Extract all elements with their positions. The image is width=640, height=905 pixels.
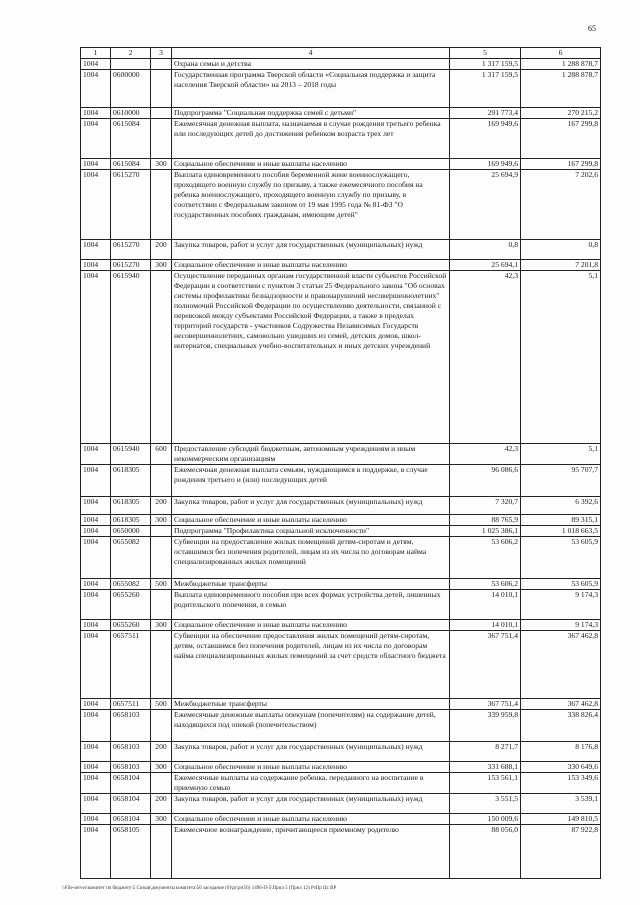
expense-type-code-cell [151, 526, 172, 537]
table-row [81, 515, 601, 526]
section-code-cell: 1004 [81, 537, 111, 579]
expense-type-code-cell: 500 [151, 699, 172, 710]
target-code-cell: 0657511 [111, 631, 151, 699]
amount-actual-cell: 95 707,7 [521, 465, 601, 497]
section-code-cell: 1004 [81, 762, 111, 773]
section-code-cell: 1004 [81, 159, 111, 170]
target-code-cell: 0610000 [111, 108, 151, 119]
budget-table [80, 47, 601, 879]
expense-type-code-cell: 600 [151, 444, 172, 465]
description-cell: Социальное обеспечение и иные выплаты населению [172, 814, 450, 825]
amount-plan-cell: 88 765,9 [450, 515, 521, 526]
table-row [81, 444, 601, 465]
expense-type-code-cell [151, 70, 172, 108]
expense-type-code-cell: 200 [151, 742, 172, 762]
amount-actual-cell: 367 462,8 [521, 699, 601, 710]
description-cell: Ежемесячная денежная выплата, назначаемая в случае рождения третьего ребенка или последующих детей до достижения ребенком возраста трех лет [172, 119, 450, 159]
table-row [81, 119, 601, 159]
expense-type-code-cell: 300 [151, 260, 172, 271]
amount-actual-cell: 0,8 [521, 240, 601, 260]
amount-plan-cell: 153 561,1 [450, 773, 521, 794]
section-code-cell: 1004 [81, 465, 111, 497]
expense-type-code-cell: 300 [151, 814, 172, 825]
target-code-cell: 0658104 [111, 794, 151, 814]
description-cell: Социальное обеспечение и иные выплаты населению [172, 159, 450, 170]
amount-plan-cell: 1 025 386,1 [450, 526, 521, 537]
target-code-cell: 0657511 [111, 699, 151, 710]
amount-actual-cell: 6 392,6 [521, 497, 601, 515]
description-cell: Закупка товаров, работ и услуг для государственных (муниципальных) нужд [172, 497, 450, 515]
amount-actual-cell: 5,1 [521, 271, 601, 444]
expense-type-code-cell [151, 59, 172, 70]
table-row [81, 699, 601, 710]
expense-type-code-cell: 300 [151, 515, 172, 526]
description-cell: Охрана семьи и детства [172, 59, 450, 70]
amount-actual-cell: 270 215,2 [521, 108, 601, 119]
expense-type-code-cell [151, 537, 172, 579]
section-code-cell: 1004 [81, 170, 111, 240]
amount-plan-cell: 339 959,8 [450, 710, 521, 742]
expense-type-code-cell [151, 170, 172, 240]
table-row [81, 762, 601, 773]
expense-type-code-cell: 300 [151, 620, 172, 631]
table-row [81, 240, 601, 260]
amount-plan-cell: 42,3 [450, 444, 521, 465]
description-cell: Межбюджетные трансферты [172, 699, 450, 710]
description-cell: Социальное обеспечение и иные выплаты населению [172, 515, 450, 526]
description-cell: Закупка товаров, работ и услуг для государственных (муниципальных) нужд [172, 742, 450, 762]
expense-type-code-cell: 200 [151, 240, 172, 260]
header-cell: 5 [450, 48, 521, 59]
expense-type-code-cell [151, 271, 172, 444]
expense-type-code-cell [151, 108, 172, 119]
amount-plan-cell: 0,8 [450, 240, 521, 260]
description-cell: Выплата единовременного пособия беременной жене военнослужащего, проходящего военную службу по призыву, а также ежемесячного пособия на ребенка военнослужащего, проходящего военную службу по призыву, в соответствии с Федеральным законом от 19 мая 1995 года № 81-ФЗ "О государственных пособиях гражданам, имеющим детей" [172, 170, 450, 240]
section-code-cell: 1004 [81, 526, 111, 537]
header-cell: 6 [521, 48, 601, 59]
amount-actual-cell: 167 299,8 [521, 119, 601, 159]
section-code-cell: 1004 [81, 70, 111, 108]
amount-plan-cell: 331 688,1 [450, 762, 521, 773]
target-code-cell: 0658104 [111, 773, 151, 794]
amount-plan-cell: 8 271,7 [450, 742, 521, 762]
table-row [81, 590, 601, 620]
target-code-cell: 0658103 [111, 742, 151, 762]
target-code-cell: 0615940 [111, 271, 151, 444]
section-code-cell: 1004 [81, 260, 111, 271]
expense-type-code-cell: 300 [151, 159, 172, 170]
table-row [81, 794, 601, 814]
amount-plan-cell: 25 694,9 [450, 170, 521, 240]
expense-type-code-cell: 200 [151, 497, 172, 515]
expense-type-code-cell: 300 [151, 762, 172, 773]
amount-plan-cell: 1 317 159,5 [450, 70, 521, 108]
section-code-cell: 1004 [81, 814, 111, 825]
description-cell: Предоставление субсидий бюджетным, автономным учреждениям и иным некоммерческим организациям [172, 444, 450, 465]
amount-actual-cell: 153 349,6 [521, 773, 601, 794]
target-code-cell: 0600000 [111, 70, 151, 108]
target-code-cell: 0658105 [111, 825, 151, 879]
amount-plan-cell: 169 949,6 [450, 159, 521, 170]
header-cell: 4 [172, 48, 450, 59]
table-row [81, 579, 601, 590]
table-row [81, 260, 601, 271]
section-code-cell: 1004 [81, 579, 111, 590]
section-code-cell: 1004 [81, 59, 111, 70]
section-code-cell: 1004 [81, 631, 111, 699]
amount-actual-cell: 9 174,3 [521, 620, 601, 631]
description-cell: Выплата единовременного пособия при всех формах устройства детей, лишенных родительского попечения, в семью [172, 590, 450, 620]
table-row [81, 271, 601, 444]
description-cell: Осуществление переданных органам государственной власти субъектов Российской Федерации в соответствии с пунктом 3 статьи 25 Федерального закона "Об основах системы профилактики безнадзорности и правонарушений несовершеннолетних" полномочий Российской Федерации по осуществлению деятельности, связанной с перевозкой между субъектами Российской Федерации, а также в пределах территорий государств - участников Содружества Независимых Государств несовершеннолетних, самовольно ушедших из семей, детских домов, школ-интернатов, специальных учебно-воспитательных и иных детских учреждений [172, 271, 450, 444]
section-code-cell: 1004 [81, 590, 111, 620]
table-row [81, 497, 601, 515]
amount-actual-cell: 53 605,9 [521, 537, 601, 579]
section-code-cell: 1004 [81, 794, 111, 814]
amount-plan-cell: 367 751,4 [450, 699, 521, 710]
target-code-cell: 0658103 [111, 710, 151, 742]
description-cell: Межбюджетные трансферты [172, 579, 450, 590]
table-row [81, 825, 601, 879]
target-code-cell: 0615270 [111, 240, 151, 260]
table-row [81, 70, 601, 108]
amount-actual-cell: 330 649,6 [521, 762, 601, 773]
section-code-cell: 1004 [81, 773, 111, 794]
amount-plan-cell: 96 086,6 [450, 465, 521, 497]
amount-actual-cell: 1 018 663,5 [521, 526, 601, 537]
section-code-cell: 1004 [81, 119, 111, 159]
amount-actual-cell: 167 299,8 [521, 159, 601, 170]
description-cell: Социальное обеспечение и иные выплаты населению [172, 620, 450, 631]
header-cell: 2 [111, 48, 151, 59]
amount-actual-cell: 367 462,8 [521, 631, 601, 699]
table-row [81, 710, 601, 742]
section-code-cell: 1004 [81, 825, 111, 879]
amount-actual-cell: 7 202,6 [521, 170, 601, 240]
amount-plan-cell: 42,3 [450, 271, 521, 444]
expense-type-code-cell [151, 465, 172, 497]
amount-plan-cell: 1 317 159,5 [450, 59, 521, 70]
amount-plan-cell: 14 010,1 [450, 590, 521, 620]
expense-type-code-cell [151, 590, 172, 620]
table-row [81, 620, 601, 631]
amount-actual-cell: 89 315,1 [521, 515, 601, 526]
table-row [81, 814, 601, 825]
amount-plan-cell: 53 606,2 [450, 579, 521, 590]
amount-plan-cell: 25 694,1 [450, 260, 521, 271]
expense-type-code-cell [151, 825, 172, 879]
section-code-cell: 1004 [81, 108, 111, 119]
expense-type-code-cell [151, 710, 172, 742]
section-code-cell: 1004 [81, 271, 111, 444]
amount-actual-cell: 7 201,8 [521, 260, 601, 271]
target-code-cell: 0650000 [111, 526, 151, 537]
amount-actual-cell: 9 174,3 [521, 590, 601, 620]
target-code-cell: 0618305 [111, 497, 151, 515]
header-cell: 1 [81, 48, 111, 59]
amount-actual-cell: 53 605,9 [521, 579, 601, 590]
amount-plan-cell: 3 551,5 [450, 794, 521, 814]
table-row [81, 465, 601, 497]
description-cell: Закупка товаров, работ и услуг для государственных (муниципальных) нужд [172, 240, 450, 260]
amount-actual-cell: 5,1 [521, 444, 601, 465]
table-row [81, 742, 601, 762]
section-code-cell: 1004 [81, 497, 111, 515]
description-cell: Ежемесячное вознаграждение, причитающееся приемному родителю [172, 825, 450, 879]
target-code-cell: 0618305 [111, 465, 151, 497]
amount-actual-cell: 3 539,1 [521, 794, 601, 814]
section-code-cell: 1004 [81, 620, 111, 631]
amount-plan-cell: 367 751,4 [450, 631, 521, 699]
target-code-cell: 0615084 [111, 119, 151, 159]
expense-type-code-cell: 200 [151, 794, 172, 814]
amount-plan-cell: 14 010,1 [450, 620, 521, 631]
description-cell: Ежемесячные денежные выплаты опекунам (попечителям) на содержание детей, находящихся под опекой (попечительством) [172, 710, 450, 742]
amount-plan-cell: 291 773,4 [450, 108, 521, 119]
header-cell: 3 [151, 48, 172, 59]
section-code-cell: 1004 [81, 444, 111, 465]
amount-actual-cell: 1 288 878,7 [521, 70, 601, 108]
section-code-cell: 1004 [81, 742, 111, 762]
amount-actual-cell: 1 288 878,7 [521, 59, 601, 70]
target-code-cell: 0655260 [111, 620, 151, 631]
expense-type-code-cell [151, 119, 172, 159]
table-row [81, 537, 601, 579]
amount-actual-cell: 338 826,4 [521, 710, 601, 742]
expense-type-code-cell [151, 773, 172, 794]
target-code-cell: 0655082 [111, 537, 151, 579]
target-code-cell: 0655082 [111, 579, 151, 590]
table-row [81, 159, 601, 170]
description-cell: Ежемесячная денежная выплата семьям, нуждающимся в поддержке, в случае рождения третьего и (или) последующих детей [172, 465, 450, 497]
table-row [81, 631, 601, 699]
table-header-row [81, 48, 601, 59]
description-cell: Субвенции на обеспечение предоставления жилых помещений детям-сиротам, детям, оставшимся без попечения родителей, лицам из их числа по договорам найма специализированных жилых помещений за счет средств областного бюджета [172, 631, 450, 699]
amount-plan-cell: 7 320,7 [450, 497, 521, 515]
section-code-cell: 1004 [81, 699, 111, 710]
description-cell: Закупка товаров, работ и услуг для государственных (муниципальных) нужд [172, 794, 450, 814]
section-code-cell: 1004 [81, 515, 111, 526]
amount-actual-cell: 87 922,8 [521, 825, 601, 879]
target-code-cell: 0615084 [111, 159, 151, 170]
file-path-footer: \\File-server\комитет по бюджету\5 Созыв\документы комитета\56 заседание (6)\pr\pr(56) 1496-П-5\Прил 5 (Прил 12) РзПр Цс ВР [62, 886, 337, 891]
target-code-cell: 0615270 [111, 170, 151, 240]
target-code-cell: 0615270 [111, 260, 151, 271]
section-code-cell: 1004 [81, 710, 111, 742]
description-cell: Ежемесячные выплаты на содержание ребенка, переданного на воспитание в приемную семью [172, 773, 450, 794]
target-code-cell: 0658104 [111, 814, 151, 825]
amount-plan-cell: 150 009,6 [450, 814, 521, 825]
description-cell: Подпрограмма "Профилактика социальной исключенности" [172, 526, 450, 537]
amount-actual-cell: 149 810,5 [521, 814, 601, 825]
table-row [81, 773, 601, 794]
expense-type-code-cell: 500 [151, 579, 172, 590]
expense-type-code-cell [151, 631, 172, 699]
section-code-cell: 1004 [81, 240, 111, 260]
amount-plan-cell: 88 056,0 [450, 825, 521, 879]
table-row [81, 526, 601, 537]
description-cell: Государственная программа Тверской области «Социальная поддержка и защита населения Тверской области» на 2013 – 2018 годы [172, 70, 450, 108]
table-row [81, 59, 601, 70]
target-code-cell: 0655260 [111, 590, 151, 620]
table-row [81, 108, 601, 119]
page-number: 65 [588, 24, 596, 33]
description-cell: Подпрограмма "Социальная поддержка семей с детьми" [172, 108, 450, 119]
description-cell: Социальное обеспечение и иные выплаты населению [172, 260, 450, 271]
target-code-cell [111, 59, 151, 70]
amount-plan-cell: 169 949,6 [450, 119, 521, 159]
description-cell: Субвенции на предоставление жилых помещений детям-сиротам и детям, оставшимся без попечения родителей, лицам из их числа по договорам найма специализированных жилых помещений [172, 537, 450, 579]
target-code-cell: 0615940 [111, 444, 151, 465]
description-cell: Социальное обеспечение и иные выплаты населению [172, 762, 450, 773]
table-row [81, 170, 601, 240]
amount-actual-cell: 8 176,8 [521, 742, 601, 762]
target-code-cell: 0618305 [111, 515, 151, 526]
amount-plan-cell: 53 606,2 [450, 537, 521, 579]
target-code-cell: 0658103 [111, 762, 151, 773]
